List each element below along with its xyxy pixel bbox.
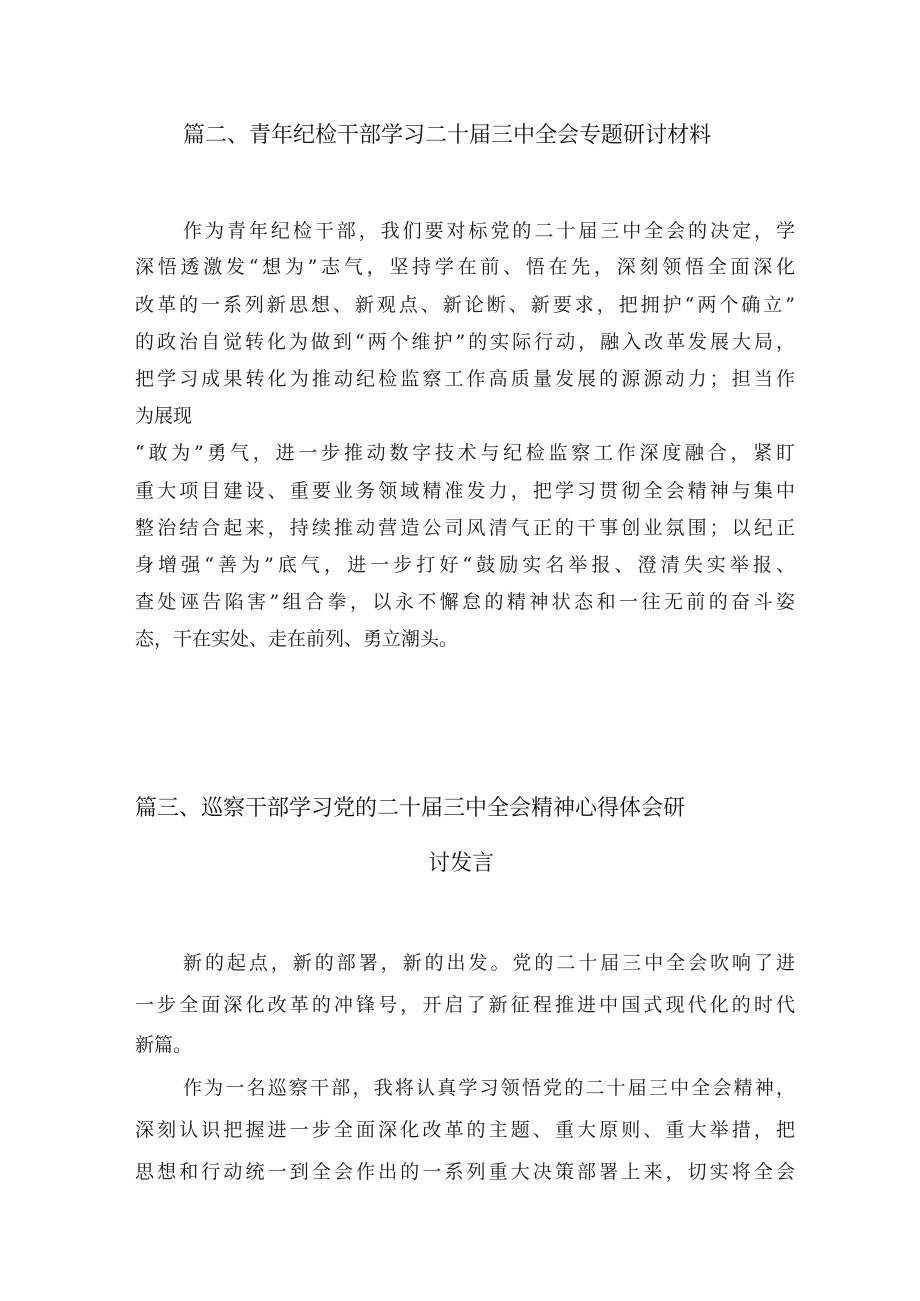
section3-line-6: 思想和行动统一到全会作出的一系列重大决策部署上来，切实将全会	[135, 1161, 795, 1183]
section2-line-12: 态，干在实处、走在前列、勇立潮头。	[135, 628, 459, 650]
section2-title: 篇二、青年纪检干部学习二十届三中全会专题研讨材料	[183, 123, 712, 148]
section2-line-4: 的政治自觉转化为做到“两个维护”的实际行动，融入改革发展大局，	[135, 331, 795, 353]
section2-line-1: 作为青年纪检干部，我们要对标党的二十届三中全会的决定，学	[183, 220, 795, 242]
section3-line-1: 新的起点，新的部署，新的出发。党的二十届三中全会吹响了进	[183, 952, 795, 974]
section3-line-4: 作为一名巡察干部，我将认真学习领悟党的二十届三中全会精神，	[183, 1077, 795, 1099]
section2-line-3: 改革的一系列新思想、新观点、新论断、新要求，把拥护“两个确立”	[135, 294, 795, 316]
section3-line-5: 深刻认识把握进一步全面深化改革的主题、重大原则、重大举措，把	[135, 1119, 795, 1141]
section2-line-9: 整治结合起来，持续推动营造公司风清气正的干事创业氛围；以纪正	[135, 517, 795, 539]
section2-line-7: “敢为”勇气，进一步推动数字技术与纪检监察工作深度融合，紧盯	[135, 442, 795, 464]
section3-line-3: 新篇。	[135, 1034, 193, 1056]
section2-line-5: 把学习成果转化为推动纪检监察工作高质量发展的源源动力；担当作	[135, 368, 795, 390]
section2-line-10: 身增强“善为”底气，进一步打好“鼓励实名举报、澄清失实举报、	[135, 554, 795, 576]
section3-line-2: 一步全面深化改革的冲锋号，开启了新征程推进中国式现代化的时代	[135, 994, 795, 1016]
section2-line-8: 重大项目建设、重要业务领域精准发力，把学习贯彻全会精神与集中	[135, 480, 795, 502]
section2-line-2: 深悟透激发“想为”志气，坚持学在前、悟在先，深刻领悟全面深化	[135, 256, 795, 278]
section2-line-11: 查处诬告陷害”组合拳，以永不懈怠的精神状态和一往无前的奋斗姿	[135, 591, 795, 613]
section2-line-6: 为展现	[135, 405, 193, 427]
section3-title-line-1: 篇三、巡察干部学习党的二十届三中全会精神心得体会研	[135, 796, 686, 821]
section3-title-line-2: 讨发言	[428, 851, 495, 876]
